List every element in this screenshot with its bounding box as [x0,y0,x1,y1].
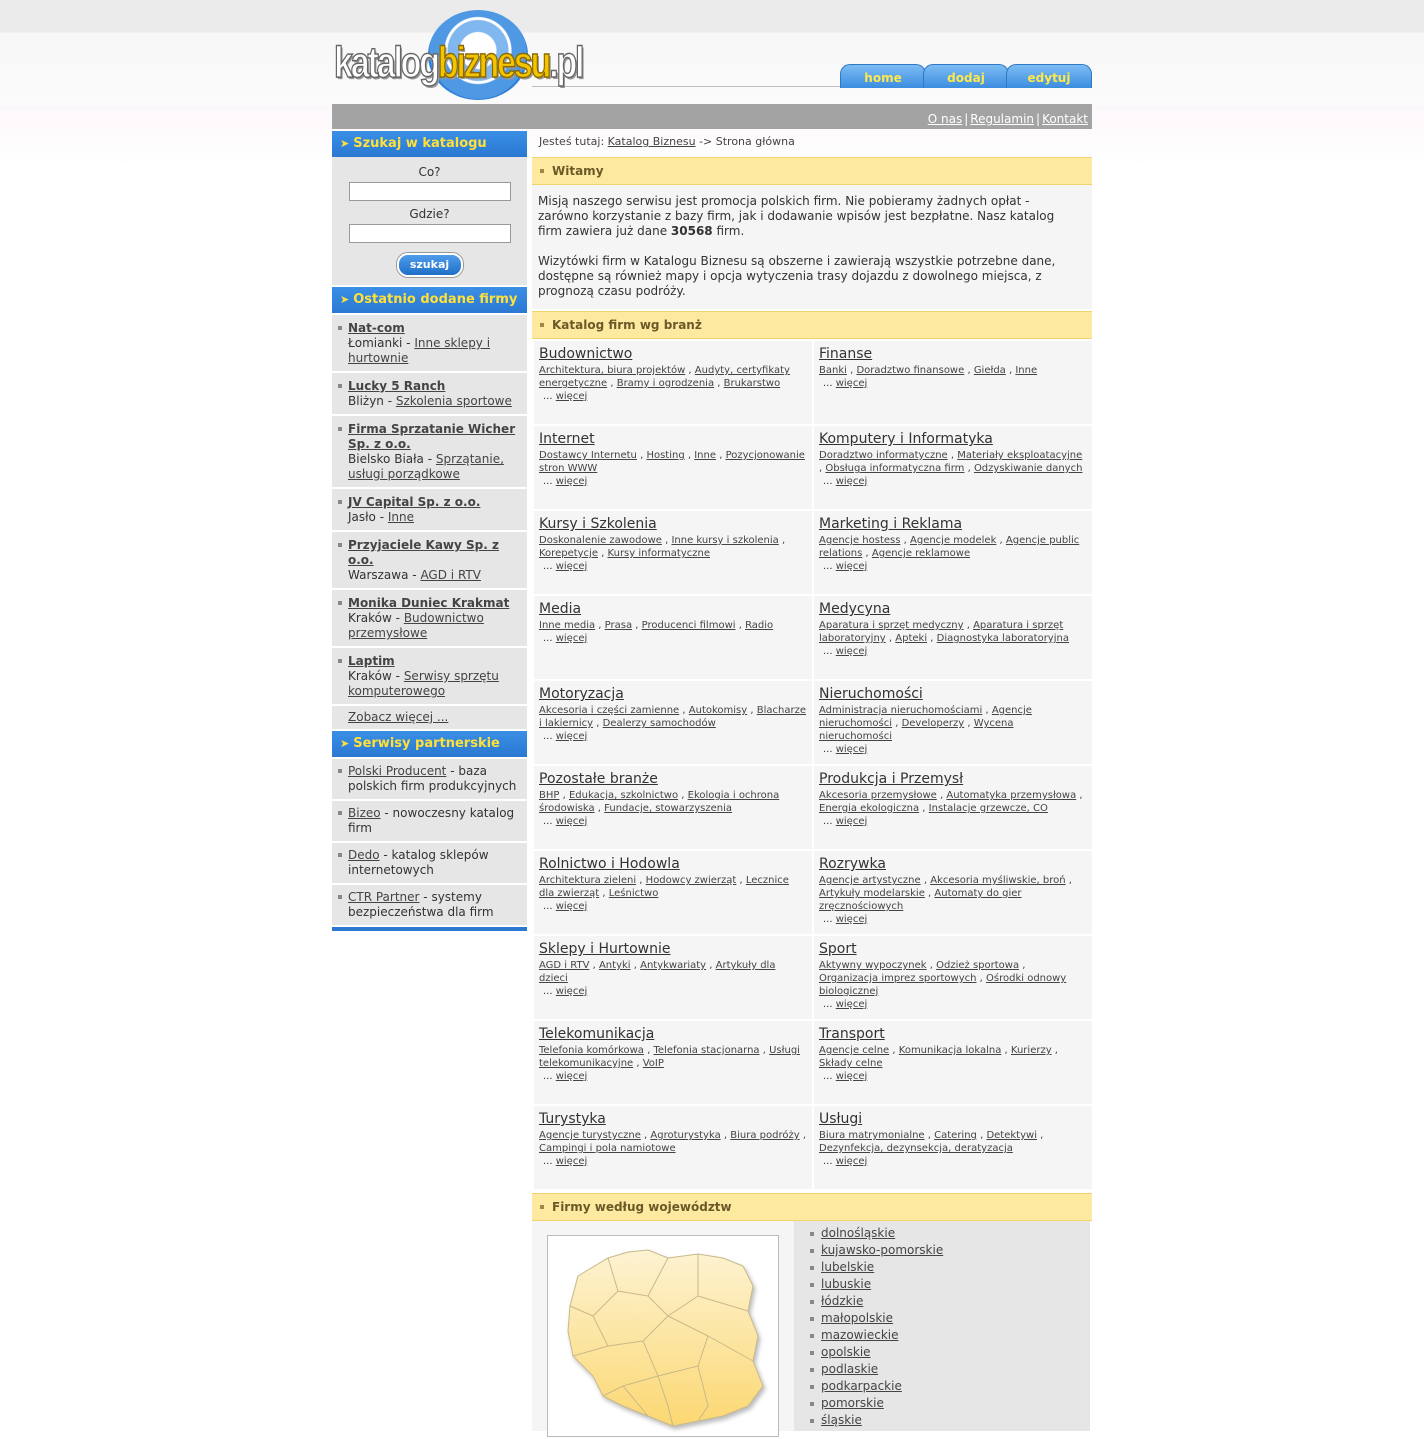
main-tabs [840,64,1089,88]
subcategory-link[interactable]: AGD i RTV [539,960,590,971]
subcategory-link[interactable]: Agencje reklamowe [871,548,971,559]
category-more: ... więcej [823,561,868,572]
subcategory-link[interactable]: Ekologia i ochrona środowiska [539,790,780,814]
category-card [814,341,1092,424]
partner-link[interactable]: Dedo [348,848,380,862]
category-more: ... więcej [823,476,868,487]
category-card [534,426,812,509]
company-category-link[interactable]: Inne [387,510,415,524]
recent-panel-header [332,287,527,313]
partner-link[interactable]: CTR Partner [348,890,420,904]
region-link[interactable]: mazowieckie [821,1328,899,1342]
category-more: ... więcej [543,901,588,912]
region-link[interactable]: lubuskie [821,1277,872,1291]
subcategory-link[interactable]: Inne kursy i szkolenia [671,535,779,546]
search-panel-title: Szukaj w katalogu [353,136,487,151]
partner-desc: - baza polskich firm produkcyjnych [348,764,517,793]
category-more-link[interactable]: więcej [835,561,868,572]
subcategory-link[interactable]: Obsługa informatyczna firm [825,463,965,474]
subcategory-link[interactable]: Automatyka przemysłowa [946,790,1077,801]
company-category-link[interactable]: Sprzątanie, usługi porządkowe [348,452,504,481]
category-title-link[interactable]: Sklepy i Hurtownie [539,941,671,957]
company-city: Łomianki [348,336,403,350]
category-card [814,1021,1092,1104]
welcome-paragraph-1: Misją naszego serwisu jest promocja polskich firm. Nie pobieramy żadnych opłat - zarówno korzystanie z bazy firm, jak i dodawanie wpisów jest bezpłatne. Nasz katalog firm zawiera już dane 30568 firm. [538,194,1055,238]
subcategory-link[interactable]: Akcesoria myśliwskie, broń [930,875,1066,886]
logo-part-katalog: katalog [334,38,438,87]
what-input[interactable] [349,182,511,201]
category-card [814,426,1092,509]
category-more-link[interactable]: więcej [555,816,588,827]
list-item: Nat-com Łomianki - Inne sklepy i hurtownie [332,315,527,373]
subcategory-link[interactable]: Brukarstwo [723,378,781,389]
subcategory-link[interactable]: Ośrodki odnowy biologicznej [819,973,1067,997]
category-more: ... więcej [543,476,588,487]
subcategory-link[interactable]: Hodowcy zwierząt [645,875,737,886]
category-more-link[interactable]: więcej [835,378,868,389]
subcategory-link[interactable]: Składy celne [819,1058,883,1069]
subcategory-link[interactable]: Autokomisy [688,705,748,716]
list-item [794,1259,1090,1276]
welcome-header: Witamy [532,157,1092,185]
subcategory-link[interactable]: Wycena nieruchomości [819,718,1014,742]
subcategory-list: Agencje hostess , Agencje modelek , Agencje public relations , Agencje reklamowe [819,535,1080,559]
subcategory-link[interactable]: Agencje hostess [819,535,901,546]
category-more-link[interactable]: więcej [555,633,588,644]
subcategory-link[interactable]: Pozycjonowanie stron WWW [539,450,805,474]
category-more-link[interactable]: więcej [835,1156,868,1167]
subcategory-list: Agencje turystyczne , Agroturystyka , Biura podróży , Campingi i pola namiotowe [539,1130,806,1154]
subcategory-link[interactable]: Catering [934,1130,977,1141]
subcategory-list: Aparatura i sprzęt medyczny , Aparatura i sprzęt laboratoryjny , Apteki , Diagnostyka laboratoryjna [819,620,1069,644]
breadcrumb-home-link[interactable]: Katalog Biznesu [607,135,696,148]
nav-kontakt-link[interactable]: Kontakt [1042,112,1088,126]
map-panel [532,1221,794,1431]
partner-desc: - katalog sklepów internetowych [348,848,489,877]
category-more: ... więcej [823,646,868,657]
category-card [534,766,812,849]
list-item [794,1412,1090,1429]
subcategory-link[interactable]: Kurierzy [1010,1045,1052,1056]
subcategory-link[interactable]: Bramy i ogrodzenia [616,378,715,389]
subcategory-link[interactable]: Banki [819,365,847,376]
main-content [532,131,1092,1431]
subcategory-link[interactable]: Administracja nieruchomościami [819,705,983,716]
company-link[interactable]: Nat-com [348,321,405,335]
subcategory-link[interactable]: Instalacje grzewcze, CO [928,803,1048,814]
subcategory-list: AGD i RTV , Antyki , Antykwariaty , Artykuły dla dzieci [539,960,776,984]
subcategory-link[interactable]: Architektura, biura projektów [539,365,686,376]
list-item: Laptim Kraków - Serwisy sprzętu komputerowego [332,648,527,706]
category-more: ... więcej [823,378,868,389]
breadcrumb [532,131,1092,153]
subcategory-link[interactable]: Hosting [646,450,685,461]
company-city: Kraków [348,611,392,625]
partners-panel-header [332,731,527,757]
company-city: Bielsko Biała [348,452,424,466]
category-more-link[interactable]: więcej [555,1156,588,1167]
region-link[interactable]: śląskie [821,1413,862,1427]
category-card [534,1021,812,1104]
category-title-link[interactable]: Usługi [819,1111,863,1127]
category-more-link[interactable]: więcej [835,1071,868,1082]
subcategory-link[interactable]: Agencje artystyczne [819,875,921,886]
subcategory-link[interactable]: Developerzy [901,718,965,729]
category-title-link[interactable]: Pozostałe branże [539,771,658,787]
list-item: Lucky 5 Ranch Bliżyn - Szkolenia sportowe [332,373,527,416]
subcategory-link[interactable]: Aktywny wypoczynek [819,960,927,971]
subcategory-link[interactable]: Aparatura i sprzęt medyczny [819,620,964,631]
category-card [814,766,1092,849]
top-nav [332,110,1092,129]
subcategory-link[interactable]: BHP [539,790,560,801]
subcategory-link[interactable]: Komunikacja lokalna [898,1045,1002,1056]
site-logo[interactable] [334,38,582,88]
subcategory-list: Architektura zieleni , Hodowcy zwierząt , Lecznice dla zwierząt , Leśnictwo [539,875,789,899]
subcategory-link[interactable]: Blacharze i lakiernicy [539,705,806,729]
subcategory-list: Dostawcy Internetu , Hosting , Inne , Pozycjonowanie stron WWW [539,450,805,474]
list-item [794,1378,1090,1395]
category-title-link[interactable]: Telekomunikacja [539,1026,655,1042]
subcategory-link[interactable]: Akcesoria przemysłowe [819,790,937,801]
category-card [814,851,1092,934]
category-more-link[interactable]: więcej [555,561,588,572]
subcategory-link[interactable]: Audyty, certyfikaty energetyczne [539,365,790,389]
sidebar [332,131,527,931]
welcome-text [532,185,1092,309]
subcategory-list: Aktywny wypoczynek , Odzież sportowa , Organizacja imprez sportowych , Ośrodki odnowy biologicznej [819,960,1067,997]
subcategory-link[interactable]: Giełda [973,365,1006,376]
breadcrumb-arrow: -> [699,135,713,148]
category-title-link[interactable]: Media [539,601,582,617]
category-title-link[interactable]: Sport [819,941,857,957]
category-card [534,1106,812,1189]
subcategory-list: Administracja nieruchomościami , Agencje nieruchomości , Developerzy , Wycena nieruchomości [819,705,1032,742]
logo-part-biznesu: biznesu [437,38,550,87]
subcategory-link[interactable]: Artykuły modelarskie [819,888,925,899]
category-title-link[interactable]: Internet [539,431,595,447]
category-more: ... więcej [543,561,588,572]
category-more-link[interactable]: więcej [835,999,868,1010]
subcategory-link[interactable]: Biura matrymonialne [819,1130,925,1141]
category-more-link[interactable]: więcej [555,1071,588,1082]
arrow-icon: ➤ [340,293,350,306]
list-item [332,759,527,801]
category-card [534,851,812,934]
see-more-row [332,706,527,731]
tab-edytuj[interactable]: edytuj [1006,64,1092,88]
search-button[interactable]: szukaj [397,253,463,277]
category-more-link[interactable]: więcej [835,646,868,657]
category-card [534,511,812,594]
category-card [814,936,1092,1019]
tab-home[interactable]: home [840,64,926,88]
category-more-link[interactable]: więcej [835,476,868,487]
subcategory-link[interactable]: Agencje celne [819,1045,890,1056]
breadcrumb-current: Strona główna [715,135,795,148]
subcategory-link[interactable]: Lecznice dla zwierząt [539,875,789,899]
category-more: ... więcej [543,1156,588,1167]
region-link[interactable]: podkarpackie [821,1379,902,1393]
subcategory-list: Agencje celne , Komunikacja lokalna , Kurierzy , Składy celne [819,1045,1058,1069]
list-item [794,1395,1090,1412]
partner-desc: - nowoczesny katalog firm [348,806,515,835]
subcategory-link[interactable]: Organizacja imprez sportowych [819,973,977,984]
category-more: ... więcej [543,633,588,644]
subcategory-list: Banki , Doradztwo finansowe , Giełda , Inne [819,365,1038,376]
subcategory-link[interactable]: Inne [1015,365,1038,376]
subcategory-link[interactable]: Agencje nieruchomości [819,705,1032,729]
subcategory-link[interactable]: Telefonia stacjonarna [653,1045,760,1056]
subcategory-link[interactable]: Leśnictwo [608,888,659,899]
category-more: ... więcej [543,1071,588,1082]
subcategory-list: Akcesoria i części zamienne , Autokomisy , Blacharze i lakiernicy , Dealerzy samochodów [539,705,806,729]
company-link[interactable]: Firma Sprzatanie Wicher Sp. z o.o. [348,422,516,451]
category-title-link[interactable]: Produkcja i Przemysł [819,771,964,787]
category-more-link[interactable]: więcej [555,986,588,997]
category-more: ... więcej [823,744,868,755]
category-more: ... więcej [543,986,588,997]
list-item [794,1276,1090,1293]
list-item [794,1344,1090,1361]
see-more-link[interactable]: Zobacz więcej ... [348,710,449,724]
category-title-link[interactable]: Transport [819,1026,885,1042]
nav-separator: | [964,112,969,126]
category-card [814,596,1092,679]
subcategory-link[interactable]: Doskonalenie zawodowe [539,535,662,546]
company-link[interactable]: Laptim [348,654,395,668]
subcategory-link[interactable]: Materiały eksploatacyjne [957,450,1083,461]
company-link[interactable]: Lucky 5 Ranch [348,379,446,393]
recent-list [332,315,527,706]
list-item [794,1361,1090,1378]
category-title-link[interactable]: Rolnictwo i Hodowla [539,856,680,872]
subcategory-link[interactable]: Apteki [895,633,928,644]
region-link[interactable]: opolskie [821,1345,871,1359]
region-link[interactable]: kujawsko-pomorskie [821,1243,944,1257]
subcategory-link[interactable]: Aparatura i sprzęt laboratoryjny [819,620,1064,644]
firm-count: 30568 [670,224,713,238]
subcategory-list: Doradztwo informatyczne , Materiały eksploatacyjne , Obsługa informatyczna firm , Odzyskiwanie danych [819,450,1083,474]
category-card [814,1106,1092,1189]
subcategory-link[interactable]: Agencje public relations [819,535,1080,559]
company-link[interactable]: Monika Duniec Krakmat [348,596,510,610]
subcategory-link[interactable]: Antykwariaty [640,960,707,971]
subcategory-link[interactable]: Inne [694,450,717,461]
subcategory-link[interactable]: Biura podróży [730,1130,800,1141]
partner-desc: - systemy bezpieczeństwa dla firm [348,890,494,919]
category-title-link[interactable]: Nieruchomości [819,686,923,702]
subcategory-link[interactable]: Agencje turystyczne [539,1130,641,1141]
category-title-link[interactable]: Komputery i Informatyka [819,431,993,447]
company-link[interactable]: Przyjaciele Kawy Sp. z o.o. [348,538,499,567]
subcategory-list: Biura matrymonialne , Catering , Detektywi , Dezynfekcja, dezynsekcja, deratyzacja [819,1130,1044,1154]
arrow-icon: ➤ [340,737,350,750]
subcategory-link[interactable]: Energia ekologiczna [819,803,920,814]
subcategory-link[interactable]: Campingi i pola namiotowe [539,1143,676,1154]
subcategory-link[interactable]: Agroturystyka [650,1130,721,1141]
subcategory-link[interactable]: Radio [745,620,774,631]
category-title-link[interactable]: Marketing i Reklama [819,516,963,532]
category-title-link[interactable]: Medycyna [819,601,891,617]
company-city: Warszawa [348,568,409,582]
subcategory-link[interactable]: VoIP [642,1058,664,1069]
list-item [332,801,527,843]
list-item [794,1327,1090,1344]
subcategory-link[interactable]: Akcesoria i części zamienne [539,705,680,716]
subcategory-link[interactable]: Agencje modelek [910,535,997,546]
region-link[interactable]: dolnośląskie [821,1226,896,1240]
regions-header: Firmy według województw [532,1193,1092,1221]
list-item: Firma Sprzatanie Wicher Sp. z o.o. Bielsko Biała - Sprzątanie, usługi porządkowe [332,416,527,489]
category-more: ... więcej [823,999,868,1010]
subcategory-link[interactable]: Kursy informatyczne [607,548,710,559]
category-more-link[interactable]: więcej [555,476,588,487]
subcategory-link[interactable]: Automaty do gier zręcznościowych [819,888,1022,912]
company-category-link[interactable]: AGD i RTV [420,568,481,582]
arrow-icon: ➤ [340,137,350,150]
subcategory-link[interactable]: Doradztwo informatyczne [819,450,948,461]
category-more-link[interactable]: więcej [555,901,588,912]
subcategory-list: Inne media , Prasa , Producenci filmowi , Radio [539,620,774,631]
subcategory-link[interactable]: Doradztwo finansowe [856,365,965,376]
category-card [814,681,1092,764]
where-label: Gdzie? [409,207,450,221]
category-more-link[interactable]: więcej [835,744,868,755]
poland-map[interactable] [547,1235,779,1437]
categories-grid [532,339,1092,1191]
category-more-link[interactable]: więcej [555,731,588,742]
category-title-link[interactable]: Finanse [819,346,873,362]
category-more: ... więcej [543,731,588,742]
logo-part-pl: .pl [549,38,583,87]
category-more: ... więcej [543,816,588,827]
header [332,0,1092,106]
company-link[interactable]: JV Capital Sp. z o.o. [348,495,481,509]
category-more: ... więcej [823,1071,868,1082]
list-item [794,1310,1090,1327]
company-city: Bliżyn [348,394,384,408]
category-title-link[interactable]: Turystyka [539,1111,606,1127]
category-more-link[interactable]: więcej [835,914,868,925]
category-card [534,596,812,679]
list-item [794,1293,1090,1310]
category-more: ... więcej [823,914,868,925]
category-more: ... więcej [823,1156,868,1167]
company-category-link[interactable]: Szkolenia sportowe [395,394,512,408]
list-item [332,885,527,927]
category-title-link[interactable]: Motoryzacja [539,686,624,702]
nav-o-nas-link[interactable]: O nas [927,112,963,126]
subcategory-list: Agencje artystyczne , Akcesoria myśliwskie, broń , Artykuły modelarskie , Automaty do gier zręcznościowych [819,875,1072,912]
recent-panel-title: Ostatnio dodane firmy [353,292,518,307]
subcategory-link[interactable]: Fundacje, stowarzyszenia [604,803,732,814]
subcategory-link[interactable]: Prasa [604,620,633,631]
partners-panel-title: Serwisy partnerskie [353,736,500,751]
welcome-paragraph-2: Wizytówki firm w Katalogu Biznesu są obszerne i zawierają wszystkie potrzebne dane, dostępne są również mapy i opcja wytyczenia trasy dojazdu z dowolnego miejsca, z prognozą czasu podróży. [538,254,1056,298]
categories-header: Katalog firm wg branż [532,311,1092,339]
category-card [534,936,812,1019]
where-input[interactable] [349,224,511,243]
region-link[interactable]: lubelskie [821,1260,875,1274]
list-item [794,1225,1090,1242]
list-item: Przyjaciele Kawy Sp. z o.o. Warszawa - AGD i RTV [332,532,527,590]
regions-list [794,1221,1090,1431]
company-category-link[interactable]: Inne sklepy i hurtownie [348,336,491,365]
region-link[interactable]: podlaskie [821,1362,879,1376]
subcategory-list: BHP , Edukacja, szkolnictwo , Ekologia i ochrona środowiska , Fundacje, stowarzyszenia [539,790,780,814]
list-item [794,1242,1090,1259]
search-panel-header [332,131,527,157]
list-item: JV Capital Sp. z o.o. Jasło - Inne [332,489,527,532]
company-category-link[interactable]: Budownictwo przemysłowe [348,611,484,640]
subcategory-link[interactable]: Producenci filmowi [641,620,736,631]
category-title-link[interactable]: Kursy i Szkolenia [539,516,657,532]
subcategory-link[interactable]: Usługi telekomunikacyjne [539,1045,800,1069]
subcategory-list: Architektura, biura projektów , Audyty, certyfikaty energetyczne , Bramy i ogrodzenia , Brukarstwo [539,365,790,389]
subcategory-link[interactable]: Diagnostyka laboratoryjna [936,633,1069,644]
category-card [534,681,812,764]
category-more-link[interactable]: więcej [835,816,868,827]
subcategory-list: Akcesoria przemysłowe , Automatyka przemysłowa , Energia ekologiczna , Instalacje grzewcze, CO [819,790,1083,814]
category-more: ... więcej [823,816,868,827]
what-label: Co? [418,165,441,179]
category-more-link[interactable]: więcej [555,391,588,402]
page-wrapper [332,0,1092,1427]
company-category-link[interactable]: Serwisy sprzętu komputerowego [348,669,499,698]
subcategory-link[interactable]: Dostawcy Internetu [539,450,637,461]
subcategory-link[interactable]: Artykuły dla dzieci [539,960,776,984]
subcategory-link[interactable]: Korepetycje [539,548,598,559]
subcategory-link[interactable]: Inne media [539,620,596,631]
list-item [332,843,527,885]
subcategory-link[interactable]: Odzież sportowa [936,960,1020,971]
subcategory-link[interactable]: Dezynfekcja, dezynsekcja, deratyzacja [819,1143,1013,1154]
subcategory-link[interactable]: Antyki [598,960,631,971]
company-city: Jasło [348,510,376,524]
category-more: ... więcej [543,391,588,402]
category-card [814,511,1092,594]
nav-separator: | [1036,112,1041,126]
poland-map-graphic [548,1236,778,1436]
subcategory-link[interactable]: Architektura zieleni [539,875,637,886]
subcategory-list: Doskonalenie zawodowe , Inne kursy i szkolenia , Korepetycje , Kursy informatyczne [539,535,786,559]
region-link[interactable]: pomorskie [821,1396,884,1410]
list-item: Monika Duniec Krakmat Kraków - Budownictwo przemysłowe [332,590,527,648]
tab-dodaj[interactable]: dodaj [923,64,1009,88]
sidebar-footer-bar [332,927,527,931]
category-title-link[interactable]: Rozrywka [819,856,886,872]
search-panel [332,157,527,285]
company-city: Kraków [348,669,392,683]
nav-regulamin-link[interactable]: Regulamin [970,112,1035,126]
subcategory-link[interactable]: Telefonia komórkowa [539,1045,644,1056]
partner-link[interactable]: Polski Producent [348,764,447,778]
partner-link[interactable]: Bizeo [348,806,381,820]
regions-section [532,1221,1092,1431]
subcategory-link[interactable]: Edukacja, szkolnictwo [568,790,679,801]
subcategory-link[interactable]: Detektywi [986,1130,1037,1141]
category-card [534,341,812,424]
subcategory-list: Telefonia komórkowa , Telefonia stacjonarna , Usługi telekomunikacyjne , VoIP [539,1045,800,1069]
subcategory-link[interactable]: Dealerzy samochodów [602,718,716,729]
subcategory-link[interactable]: Odzyskiwanie danych [973,463,1083,474]
region-link[interactable]: małopolskie [821,1311,894,1325]
category-title-link[interactable]: Budownictwo [539,346,633,362]
region-link[interactable]: łódzkie [821,1294,864,1308]
breadcrumb-prefix: Jesteś tutaj: [539,135,605,148]
